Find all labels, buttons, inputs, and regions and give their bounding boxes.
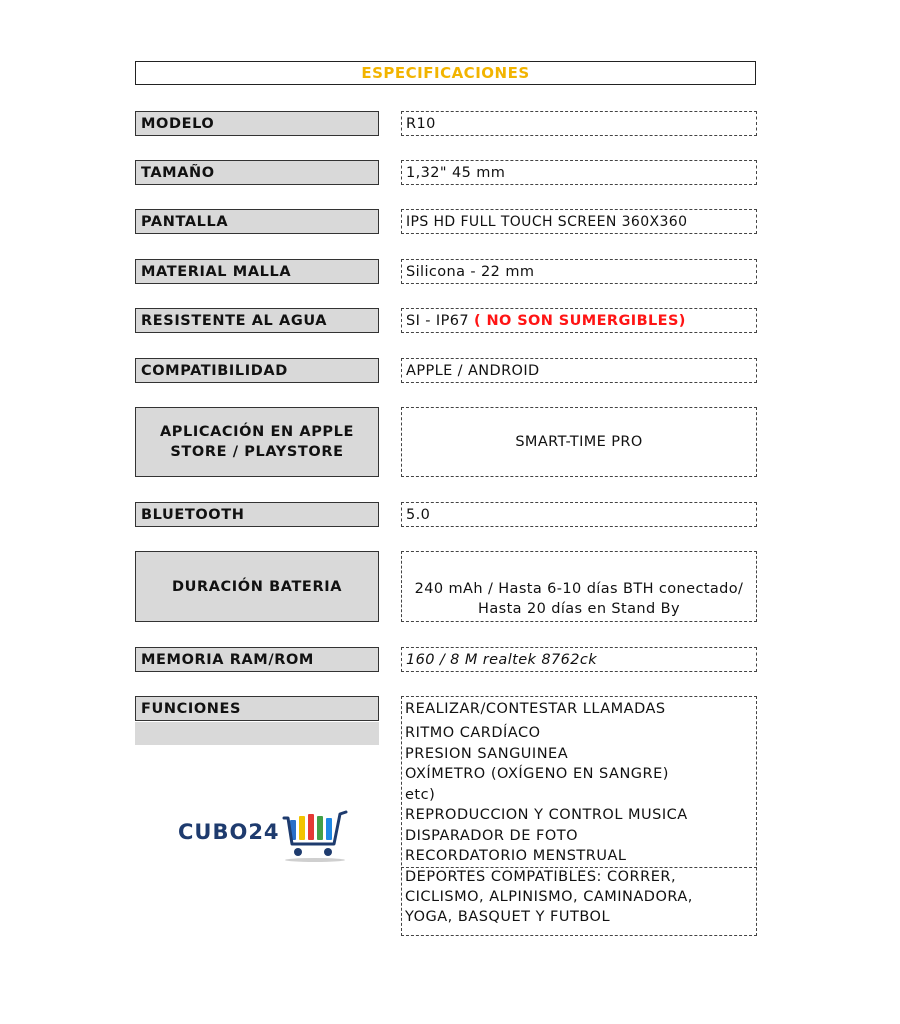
funcion-item: DISPARADOR DE FOTO	[405, 828, 579, 844]
funcion-item: RITMO CARDÍACO	[405, 725, 541, 741]
value-app: SMART-TIME PRO	[401, 407, 757, 477]
funcion-item: etc)	[405, 787, 436, 803]
warning-text: ( NO SON SUMERGIBLES)	[474, 312, 686, 329]
funcion-item: YOGA, BASQUET Y FUTBOL	[405, 909, 611, 925]
funciones-divider	[401, 867, 757, 868]
value-bateria: 240 mAh / Hasta 6-10 días BTH conectado/ Hasta 20 días en Stand By	[401, 551, 757, 622]
label-bateria: DURACIÓN BATERIA	[135, 551, 379, 622]
label-agua: RESISTENTE AL AGUA	[135, 308, 379, 333]
shopping-cart-icon	[280, 806, 350, 862]
label-funciones: FUNCIONES	[135, 696, 379, 721]
value-tamano: 1,32" 45 mm	[401, 160, 757, 185]
funcion-item: CICLISMO, ALPINISMO, CAMINADORA,	[405, 889, 693, 905]
label-compat: COMPATIBILIDAD	[135, 358, 379, 383]
value-memoria: 160 / 8 M realtek 8762ck	[401, 647, 757, 672]
label-modelo: MODELO	[135, 111, 379, 136]
label-memoria: MEMORIA RAM/ROM	[135, 647, 379, 672]
value-compat: APPLE / ANDROID	[401, 358, 757, 383]
funcion-item: OXÍMETRO (OXÍGENO EN SANGRE)	[405, 766, 669, 782]
value-bluetooth: 5.0	[401, 502, 757, 527]
value-agua-text: SI - IP67	[406, 312, 470, 329]
funcion-item: PRESION SANGUINEA	[405, 746, 569, 762]
funcion-item: DEPORTES COMPATIBLES: CORRER,	[405, 869, 677, 885]
funcion-item: REALIZAR/CONTESTAR LLAMADAS	[405, 701, 666, 717]
label-funciones-fill	[135, 722, 379, 745]
value-modelo: R10	[401, 111, 757, 136]
label-bluetooth: BLUETOOTH	[135, 502, 379, 527]
logo-text: CUBO24	[178, 820, 280, 844]
cubo24-logo	[172, 806, 350, 862]
label-pantalla: PANTALLA	[135, 209, 379, 234]
value-agua	[401, 308, 757, 333]
value-material: Silicona - 22 mm	[401, 259, 757, 284]
label-app: APLICACIÓN EN APPLE STORE / PLAYSTORE	[135, 407, 379, 477]
funcion-item: RECORDATORIO MENSTRUAL	[405, 848, 627, 864]
value-pantalla: IPS HD FULL TOUCH SCREEN 360X360	[401, 209, 757, 234]
page-title: ESPECIFICACIONES	[135, 61, 756, 85]
funcion-item: REPRODUCCION Y CONTROL MUSICA	[405, 807, 688, 823]
label-tamano: TAMAÑO	[135, 160, 379, 185]
label-material: MATERIAL MALLA	[135, 259, 379, 284]
